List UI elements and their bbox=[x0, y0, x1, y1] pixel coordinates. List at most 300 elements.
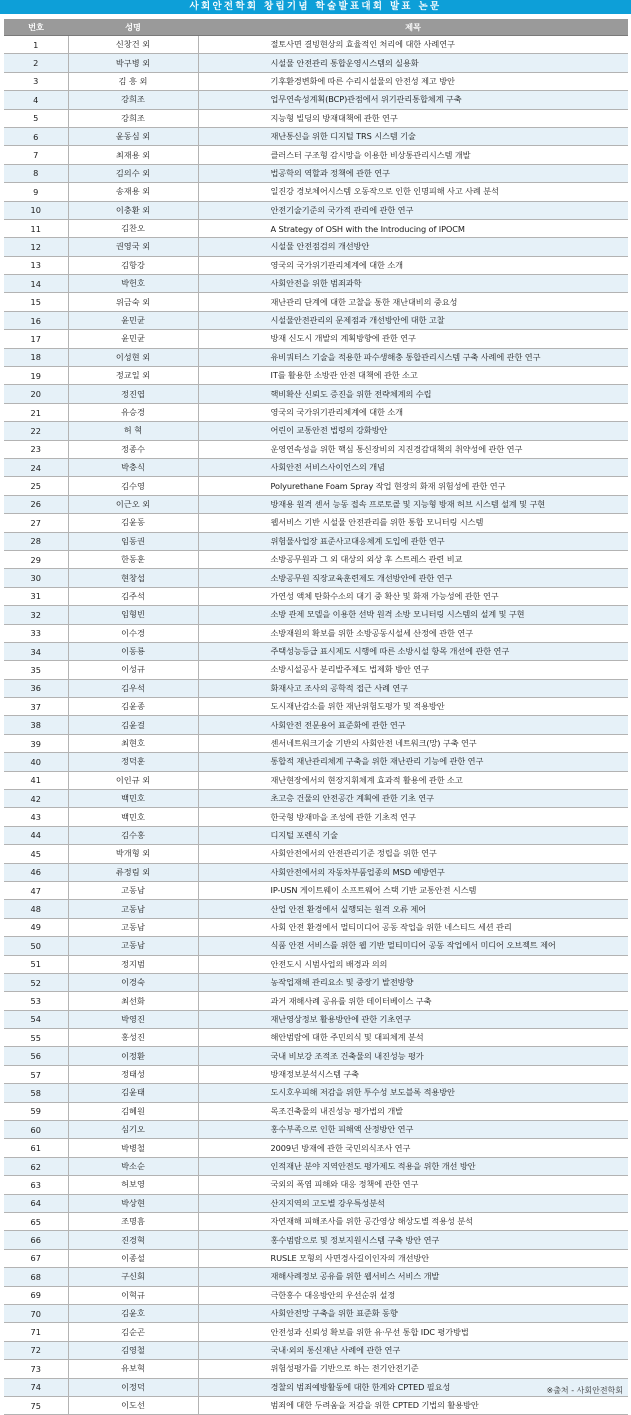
row-number: 73 bbox=[4, 1360, 68, 1378]
row-number: 43 bbox=[4, 808, 68, 826]
table-row bbox=[4, 973, 628, 991]
author-name: 이성규 bbox=[68, 661, 198, 679]
paper-title: 소방공무원과 그 외 대상의 외상 후 스트레스 관련 비교 bbox=[198, 550, 628, 568]
table-row bbox=[4, 826, 628, 844]
author-name: 김주석 bbox=[68, 587, 198, 605]
row-number: 10 bbox=[4, 201, 68, 219]
table-row bbox=[4, 348, 628, 366]
row-number: 33 bbox=[4, 624, 68, 642]
table-row bbox=[4, 918, 628, 936]
author-name: 권영국 외 bbox=[68, 238, 198, 256]
row-number: 11 bbox=[4, 219, 68, 237]
paper-title: 해안범람에 대한 주민의식 및 대피체계 분석 bbox=[198, 1029, 628, 1047]
column-header-title: 제목 bbox=[198, 19, 628, 36]
row-number: 44 bbox=[4, 826, 68, 844]
author-name: 김찬오 bbox=[68, 219, 198, 237]
table-row bbox=[4, 1286, 628, 1304]
row-number: 35 bbox=[4, 661, 68, 679]
row-number: 55 bbox=[4, 1029, 68, 1047]
paper-title: 영국의 국가위기관리체계에 대한 소개 bbox=[198, 403, 628, 421]
author-name: 김윤호 bbox=[68, 1304, 198, 1322]
author-name: 윤동심 외 bbox=[68, 127, 198, 145]
row-number: 67 bbox=[4, 1249, 68, 1267]
paper-title: 재난영상정보 활용방안에 관한 기초연구 bbox=[198, 1010, 628, 1028]
author-name: 정덕훈 bbox=[68, 753, 198, 771]
table-row bbox=[4, 1378, 628, 1396]
row-number: 21 bbox=[4, 403, 68, 421]
paper-title: 홍수부족으로 인한 피해액 산정방안 연구 bbox=[198, 1121, 628, 1139]
table-row bbox=[4, 1341, 628, 1359]
paper-title: 안전성과 신뢰성 확보를 위한 유·무선 통합 IDC 평가방법 bbox=[198, 1323, 628, 1341]
row-number: 22 bbox=[4, 422, 68, 440]
author-name: 진경혁 bbox=[68, 1231, 198, 1249]
row-number: 54 bbox=[4, 1010, 68, 1028]
row-number: 6 bbox=[4, 127, 68, 145]
table-row bbox=[4, 330, 628, 348]
row-number: 53 bbox=[4, 992, 68, 1010]
row-number: 60 bbox=[4, 1121, 68, 1139]
paper-title: 재난관리 단계에 대한 고찰을 통한 재난대비의 중요성 bbox=[198, 293, 628, 311]
author-name: 김윤걸 bbox=[68, 716, 198, 734]
table-row bbox=[4, 881, 628, 899]
table-row bbox=[4, 109, 628, 127]
table-row bbox=[4, 275, 628, 293]
author-name: 백민호 bbox=[68, 790, 198, 808]
author-name: 김수홍 bbox=[68, 826, 198, 844]
paper-title: 과거 재해사례 공유를 위한 데이터베이스 구축 bbox=[198, 992, 628, 1010]
author-name: 고동남 bbox=[68, 918, 198, 936]
paper-title: 법공학의 역할과 정책에 관한 연구 bbox=[198, 164, 628, 182]
paper-title: 어린이 교통안전 법령의 강화방안 bbox=[198, 422, 628, 440]
paper-title: 위험성평가를 기반으로 하는 전기안전기준 bbox=[198, 1360, 628, 1378]
paper-title: 홍수범람으로 및 정보지원시스템 구축 방안 연구 bbox=[198, 1231, 628, 1249]
row-number: 3 bbox=[4, 72, 68, 90]
paper-title: 재해사례정보 공유를 위한 웹서비스 서비스 개발 bbox=[198, 1268, 628, 1286]
table-row bbox=[4, 1102, 628, 1120]
column-header-number: 번호 bbox=[4, 19, 68, 36]
paper-title: 사회안전망 구축을 위한 표준화 동향 bbox=[198, 1304, 628, 1322]
author-name: 김의수 외 bbox=[68, 164, 198, 182]
paper-title: 초고층 건물의 안전공간 계획에 관한 기초 연구 bbox=[198, 790, 628, 808]
paper-title: 국외의 폭염 피해와 대응 정책에 관한 연구 bbox=[198, 1176, 628, 1194]
table-row bbox=[4, 771, 628, 789]
table-row bbox=[4, 698, 628, 716]
author-name: 구신회 bbox=[68, 1268, 198, 1286]
row-number: 42 bbox=[4, 790, 68, 808]
author-name: 정종수 bbox=[68, 440, 198, 458]
row-number: 29 bbox=[4, 550, 68, 568]
table-row bbox=[4, 863, 628, 881]
row-number: 41 bbox=[4, 771, 68, 789]
paper-title: 인적재난 분야 지역안전도 평가제도 적용을 위한 개선 방안 bbox=[198, 1157, 628, 1175]
row-number: 47 bbox=[4, 881, 68, 899]
row-number: 40 bbox=[4, 753, 68, 771]
table-row bbox=[4, 642, 628, 660]
table-body bbox=[4, 36, 628, 1415]
row-number: 45 bbox=[4, 845, 68, 863]
row-number: 20 bbox=[4, 385, 68, 403]
author-name: 박병철 bbox=[68, 1139, 198, 1157]
paper-title: 사회 안전 환경에서 멀티미디어 공동 작업을 위한 네스티드 세션 관리 bbox=[198, 918, 628, 936]
author-name: 이혁규 bbox=[68, 1286, 198, 1304]
table-row bbox=[4, 477, 628, 495]
author-name: 강희조 bbox=[68, 91, 198, 109]
paper-title: A Strategy of OSH with the Introducing of IPOCM bbox=[198, 219, 628, 237]
author-name: 김수영 bbox=[68, 477, 198, 495]
table-row bbox=[4, 238, 628, 256]
table-row bbox=[4, 72, 628, 90]
table-row bbox=[4, 1194, 628, 1212]
author-name: 신창건 외 bbox=[68, 36, 198, 54]
table-row bbox=[4, 1396, 628, 1414]
paper-title: 소방재원의 확보를 위한 소방공동시설세 산정에 관한 연구 bbox=[198, 624, 628, 642]
author-name: 강희조 bbox=[68, 109, 198, 127]
author-name: 고동남 bbox=[68, 900, 198, 918]
paper-title: 유비쿼터스 기술을 적용한 파수생해충 통합관리시스템 구축 사례에 관한 연구 bbox=[198, 348, 628, 366]
row-number: 23 bbox=[4, 440, 68, 458]
table-row bbox=[4, 1304, 628, 1322]
paper-title: 소방공무원 직장교육훈련제도 개선방안에 관한 연구 bbox=[198, 569, 628, 587]
paper-title: 화재사고 조사의 공학적 접근 사례 연구 bbox=[198, 679, 628, 697]
table-row bbox=[4, 91, 628, 109]
author-name: 김항강 bbox=[68, 256, 198, 274]
table-row bbox=[4, 495, 628, 513]
author-name: 김영철 bbox=[68, 1341, 198, 1359]
author-name: 박충식 bbox=[68, 458, 198, 476]
paper-title: RUSLE 모형의 사면경사길이인자의 개선방안 bbox=[198, 1249, 628, 1267]
row-number: 14 bbox=[4, 275, 68, 293]
row-number: 24 bbox=[4, 458, 68, 476]
author-name: 송재용 외 bbox=[68, 183, 198, 201]
table-header bbox=[4, 19, 628, 36]
row-number: 69 bbox=[4, 1286, 68, 1304]
paper-title: 국내 비보강 조적조 건축물의 내진성능 평가 bbox=[198, 1047, 628, 1065]
paper-title: 핵비확산 신뢰도 증진을 위한 전략체계의 수립 bbox=[198, 385, 628, 403]
table-row bbox=[4, 845, 628, 863]
paper-title: 일진강 경보체어시스템 오동작으로 인한 인명피해 사고 사례 분석 bbox=[198, 183, 628, 201]
paper-title: 산지지역의 고도별 강우특성분석 bbox=[198, 1194, 628, 1212]
author-name: 이근오 외 bbox=[68, 495, 198, 513]
author-name: 허 혁 bbox=[68, 422, 198, 440]
table-row bbox=[4, 1047, 628, 1065]
row-number: 18 bbox=[4, 348, 68, 366]
paper-title: 클러스터 구조형 감시망을 이용한 비상통관리시스템 개발 bbox=[198, 146, 628, 164]
table-row bbox=[4, 753, 628, 771]
author-name: 박소순 bbox=[68, 1157, 198, 1175]
row-number: 46 bbox=[4, 863, 68, 881]
table-row bbox=[4, 311, 628, 329]
paper-title: 재난통신을 위한 디지털 TRS 시스템 기술 bbox=[198, 127, 628, 145]
papers-table bbox=[4, 19, 628, 1415]
table-row bbox=[4, 440, 628, 458]
row-number: 30 bbox=[4, 569, 68, 587]
paper-title: 방재정보분석시스템 구축 bbox=[198, 1065, 628, 1083]
row-number: 15 bbox=[4, 293, 68, 311]
author-name: 정태성 bbox=[68, 1065, 198, 1083]
table-row bbox=[4, 624, 628, 642]
paper-title: 시설물 안전관리 통합운영시스템의 실용화 bbox=[198, 54, 628, 72]
row-number: 12 bbox=[4, 238, 68, 256]
author-name: 조명흠 bbox=[68, 1213, 198, 1231]
row-number: 27 bbox=[4, 514, 68, 532]
table-row bbox=[4, 458, 628, 476]
row-number: 68 bbox=[4, 1268, 68, 1286]
table-row bbox=[4, 1231, 628, 1249]
paper-title: 지능형 빌딩의 방재대책에 관한 연구 bbox=[198, 109, 628, 127]
row-number: 74 bbox=[4, 1378, 68, 1396]
author-name: 김 흥 외 bbox=[68, 72, 198, 90]
row-number: 71 bbox=[4, 1323, 68, 1341]
paper-title: IT를 활용한 소방관 안전 대책에 관한 소고 bbox=[198, 367, 628, 385]
row-number: 59 bbox=[4, 1102, 68, 1120]
author-name: 정교일 외 bbox=[68, 367, 198, 385]
row-number: 52 bbox=[4, 973, 68, 991]
paper-title: 식품 안전 서비스를 위한 웹 기반 멀티미디어 공동 작업에서 미디어 오브젝트 제어 bbox=[198, 937, 628, 955]
author-name: 한동훈 bbox=[68, 550, 198, 568]
row-number: 61 bbox=[4, 1139, 68, 1157]
table-row bbox=[4, 367, 628, 385]
author-name: 정지범 bbox=[68, 955, 198, 973]
author-name: 이수경 bbox=[68, 624, 198, 642]
row-number: 49 bbox=[4, 918, 68, 936]
row-number: 19 bbox=[4, 367, 68, 385]
author-name: 이성현 외 bbox=[68, 348, 198, 366]
author-name: 박구병 외 bbox=[68, 54, 198, 72]
author-name: 이경숙 bbox=[68, 973, 198, 991]
table-row bbox=[4, 606, 628, 624]
author-name: 박개형 외 bbox=[68, 845, 198, 863]
author-name: 윤민균 bbox=[68, 330, 198, 348]
paper-title: 안전도시 시범사업의 배경과 의의 bbox=[198, 955, 628, 973]
paper-title: 절토사면 결빙현상의 효율적인 처리에 대한 사례연구 bbox=[198, 36, 628, 54]
row-number: 7 bbox=[4, 146, 68, 164]
row-number: 36 bbox=[4, 679, 68, 697]
source-note: ※출처 - 사회안전학회 bbox=[546, 1386, 623, 1395]
row-number: 56 bbox=[4, 1047, 68, 1065]
table-row bbox=[4, 808, 628, 826]
author-name: 위금숙 외 bbox=[68, 293, 198, 311]
table-row bbox=[4, 1176, 628, 1194]
author-name: 박헌호 bbox=[68, 275, 198, 293]
paper-title: 산업 안전 환경에서 실행되는 원격 오류 제어 bbox=[198, 900, 628, 918]
table-row bbox=[4, 403, 628, 421]
paper-title: 범죄에 대한 두려움을 저감을 위한 CPTED 기법의 활용방안 bbox=[198, 1396, 628, 1414]
table-row bbox=[4, 1268, 628, 1286]
row-number: 58 bbox=[4, 1084, 68, 1102]
paper-title: 소방시설공사 분리발주제도 법제화 방안 연구 bbox=[198, 661, 628, 679]
paper-title: 사회안전 전문용어 표준화에 관한 연구 bbox=[198, 716, 628, 734]
author-name: 임형빈 bbox=[68, 606, 198, 624]
table-row bbox=[4, 992, 628, 1010]
paper-title: 농작업재해 관리요소 및 중장기 발전방향 bbox=[198, 973, 628, 991]
table-row bbox=[4, 54, 628, 72]
row-number: 13 bbox=[4, 256, 68, 274]
table-row bbox=[4, 790, 628, 808]
table-row bbox=[4, 734, 628, 752]
paper-title: 사회안전을 위한 범죄과학 bbox=[198, 275, 628, 293]
paper-title: 사회안전에서의 안전관리기준 정립을 위한 연구 bbox=[198, 845, 628, 863]
table-row bbox=[4, 1323, 628, 1341]
row-number: 25 bbox=[4, 477, 68, 495]
author-name: 이인규 외 bbox=[68, 771, 198, 789]
table-row bbox=[4, 679, 628, 697]
paper-title: IP-USN 게이트웨이 소프트웨어 스택 기반 교통안전 시스템 bbox=[198, 881, 628, 899]
paper-title: 극한홍수 대응방안의 우선순위 설정 bbox=[198, 1286, 628, 1304]
paper-title: 시설물안전관리의 문제점과 개선방안에 대한 고찰 bbox=[198, 311, 628, 329]
paper-title: 목조건축물의 내진성능 평가법의 개발 bbox=[198, 1102, 628, 1120]
paper-title: 국내·외의 통신재난 사례에 관한 연구 bbox=[198, 1341, 628, 1359]
header-row bbox=[4, 19, 628, 36]
row-number: 28 bbox=[4, 532, 68, 550]
table-row bbox=[4, 219, 628, 237]
paper-title: 방재용 원격 센서 능동 접속 프로토콜 및 지능형 방재 허브 시스템 설계 및 구현 bbox=[198, 495, 628, 513]
table-row bbox=[4, 293, 628, 311]
row-number: 39 bbox=[4, 734, 68, 752]
table-row bbox=[4, 587, 628, 605]
author-name: 이정덕 bbox=[68, 1378, 198, 1396]
paper-title: 센서네트워크기술 기반의 사회안전 네트워크(망) 구축 연구 bbox=[198, 734, 628, 752]
table-row bbox=[4, 1084, 628, 1102]
paper-title: 주택성능등급 표시제도 시행에 따른 소방시설 항목 개선에 관한 연구 bbox=[198, 642, 628, 660]
author-name: 허보영 bbox=[68, 1176, 198, 1194]
row-number: 32 bbox=[4, 606, 68, 624]
row-number: 2 bbox=[4, 54, 68, 72]
author-name: 박영진 bbox=[68, 1010, 198, 1028]
row-number: 31 bbox=[4, 587, 68, 605]
row-number: 16 bbox=[4, 311, 68, 329]
table-row bbox=[4, 146, 628, 164]
table-row bbox=[4, 716, 628, 734]
row-number: 17 bbox=[4, 330, 68, 348]
author-name: 김윤태 bbox=[68, 1084, 198, 1102]
paper-title: 운영연속성을 위한 핵심 통신장비의 지진경감대책의 취약성에 관한 연구 bbox=[198, 440, 628, 458]
author-name: 이충환 외 bbox=[68, 201, 198, 219]
row-number: 70 bbox=[4, 1304, 68, 1322]
table-row bbox=[4, 514, 628, 532]
row-number: 1 bbox=[4, 36, 68, 54]
table-row bbox=[4, 127, 628, 145]
table-row bbox=[4, 1157, 628, 1175]
author-name: 최재용 외 bbox=[68, 146, 198, 164]
table-row bbox=[4, 1213, 628, 1231]
author-name: 홍성진 bbox=[68, 1029, 198, 1047]
author-name: 김혜원 bbox=[68, 1102, 198, 1120]
table-row bbox=[4, 937, 628, 955]
row-number: 34 bbox=[4, 642, 68, 660]
paper-title: 소방 관제 모델을 이용한 선박 원격 소방 모니터링 시스템의 설계 및 구현 bbox=[198, 606, 628, 624]
row-number: 63 bbox=[4, 1176, 68, 1194]
table-row bbox=[4, 201, 628, 219]
row-number: 66 bbox=[4, 1231, 68, 1249]
row-number: 5 bbox=[4, 109, 68, 127]
paper-title: 사회안전 서비스사이언스의 개념 bbox=[198, 458, 628, 476]
table-row bbox=[4, 1121, 628, 1139]
row-number: 50 bbox=[4, 937, 68, 955]
table-row bbox=[4, 900, 628, 918]
author-name: 최현호 bbox=[68, 734, 198, 752]
row-number: 37 bbox=[4, 698, 68, 716]
paper-title: 2009년 방재에 관한 국민의식조사 연구 bbox=[198, 1139, 628, 1157]
paper-title: 영국의 국가위기관리체계에 대한 소개 bbox=[198, 256, 628, 274]
paper-title: 사회안전에서의 자동차부품업종의 MSD 예방연구 bbox=[198, 863, 628, 881]
author-name: 김윤동 bbox=[68, 514, 198, 532]
author-name: 정진엽 bbox=[68, 385, 198, 403]
table-row bbox=[4, 256, 628, 274]
paper-title: 기후환경변화에 따른 수리시설물의 안전성 제고 방안 bbox=[198, 72, 628, 90]
author-name: 고동남 bbox=[68, 937, 198, 955]
row-number: 51 bbox=[4, 955, 68, 973]
paper-title: 시설물 안전점검의 개선방안 bbox=[198, 238, 628, 256]
paper-title: Polyurethane Foam Spray 작업 현장의 화재 위험성에 관한 연구 bbox=[198, 477, 628, 495]
author-name: 박상현 bbox=[68, 1194, 198, 1212]
paper-title: 방재 신도시 개발의 계획방향에 관한 연구 bbox=[198, 330, 628, 348]
table-row bbox=[4, 550, 628, 568]
row-number: 26 bbox=[4, 495, 68, 513]
table-row bbox=[4, 1029, 628, 1047]
table-row bbox=[4, 661, 628, 679]
table-row bbox=[4, 1010, 628, 1028]
author-name: 고동남 bbox=[68, 881, 198, 899]
row-number: 75 bbox=[4, 1396, 68, 1414]
table-row bbox=[4, 569, 628, 587]
row-number: 64 bbox=[4, 1194, 68, 1212]
table-row bbox=[4, 183, 628, 201]
table-row bbox=[4, 955, 628, 973]
page-title: 사회안전학회 창립기념 학술발표대회 발표 논문 bbox=[0, 0, 631, 14]
table-row bbox=[4, 422, 628, 440]
paper-title: 한국형 방재마을 조성에 관한 기초적 연구 bbox=[198, 808, 628, 826]
table-row bbox=[4, 532, 628, 550]
author-name: 김윤종 bbox=[68, 698, 198, 716]
author-name: 이동룡 bbox=[68, 642, 198, 660]
author-name: 이도선 bbox=[68, 1396, 198, 1414]
table-row bbox=[4, 1360, 628, 1378]
author-name: 심기오 bbox=[68, 1121, 198, 1139]
author-name: 이종설 bbox=[68, 1249, 198, 1267]
paper-title: 도시호우피해 저감을 위한 투수성 보도블록 적용방안 bbox=[198, 1084, 628, 1102]
table-row bbox=[4, 1249, 628, 1267]
paper-title: 도시재난감소를 위한 재난위험도평가 및 적용방안 bbox=[198, 698, 628, 716]
row-number: 65 bbox=[4, 1213, 68, 1231]
column-header-name: 성명 bbox=[68, 19, 198, 36]
row-number: 4 bbox=[4, 91, 68, 109]
paper-title: 경찰의 범죄예방활동에 대한 한계와 CPTED 필요성 bbox=[198, 1378, 628, 1396]
row-number: 38 bbox=[4, 716, 68, 734]
paper-title: 업무연속성계획(BCP)관점에서 위기관리통합체계 구축 bbox=[198, 91, 628, 109]
author-name: 류정림 외 bbox=[68, 863, 198, 881]
author-name: 윤민균 bbox=[68, 311, 198, 329]
row-number: 8 bbox=[4, 164, 68, 182]
row-number: 62 bbox=[4, 1157, 68, 1175]
paper-title: 위험물사업장 표준사고대응체계 도입에 관한 연구 bbox=[198, 532, 628, 550]
table-row bbox=[4, 385, 628, 403]
author-name: 최선화 bbox=[68, 992, 198, 1010]
author-name: 백민호 bbox=[68, 808, 198, 826]
author-name: 현창섭 bbox=[68, 569, 198, 587]
paper-title: 통합적 재난관리체계 구축을 위한 재난관리 기능에 관한 연구 bbox=[198, 753, 628, 771]
row-number: 72 bbox=[4, 1341, 68, 1359]
paper-title: 재난현장에서의 현장지휘체계 효과적 활용에 관한 소고 bbox=[198, 771, 628, 789]
author-name: 김순곤 bbox=[68, 1323, 198, 1341]
row-number: 9 bbox=[4, 183, 68, 201]
paper-title: 자연재해 피해조사를 위한 공간영상 해상도별 적용성 분석 bbox=[198, 1213, 628, 1231]
author-name: 임동권 bbox=[68, 532, 198, 550]
paper-title: 웹서비스 기반 시설물 안전관리를 위한 통합 모니터링 시스템 bbox=[198, 514, 628, 532]
row-number: 48 bbox=[4, 900, 68, 918]
table-row bbox=[4, 164, 628, 182]
table-row bbox=[4, 1139, 628, 1157]
paper-title: 안전기술기준의 국가적 관리에 관한 연구 bbox=[198, 201, 628, 219]
